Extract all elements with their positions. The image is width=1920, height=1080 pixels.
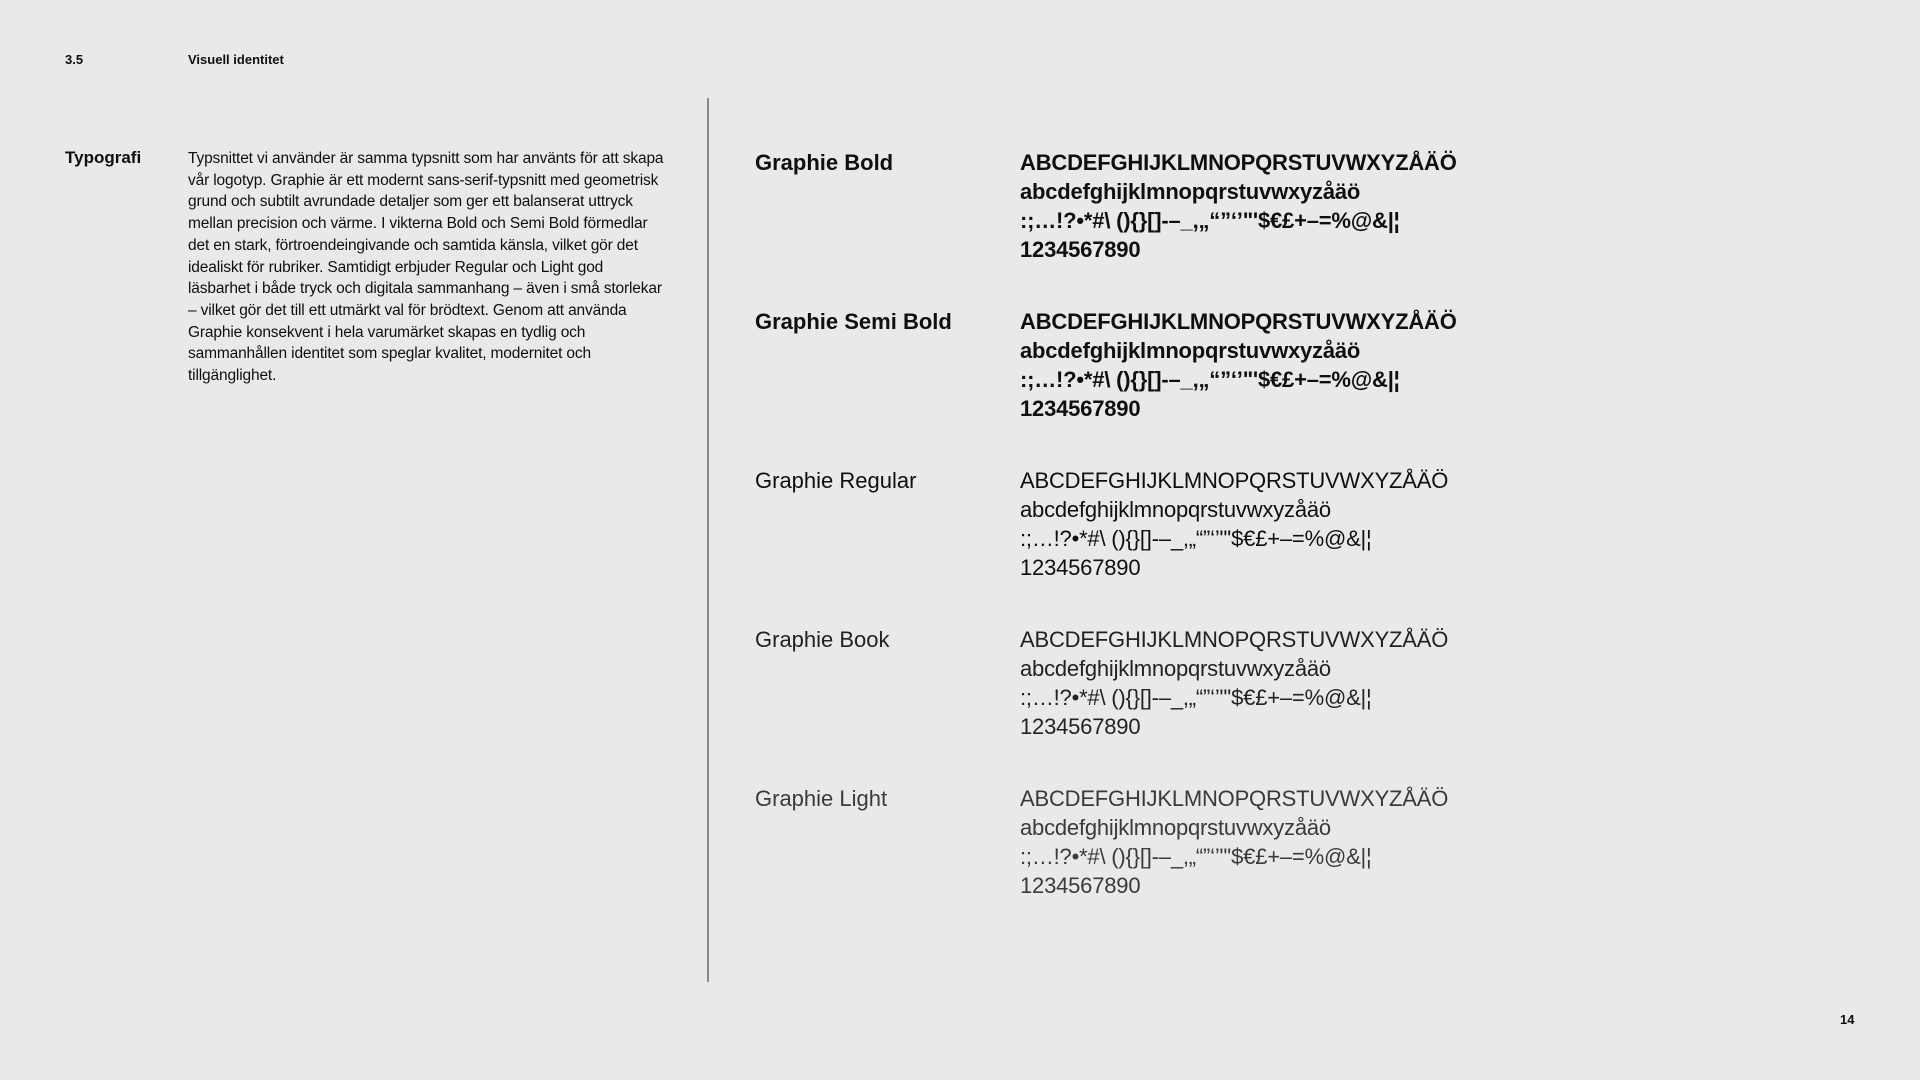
page-number: 14 [1840, 1012, 1855, 1027]
lowercase-sample: abcdefghijklmnopqrstuvwxyzåäö [1020, 656, 1331, 681]
weight-name: Graphie Light [755, 786, 888, 811]
character-sample [1020, 466, 1448, 582]
character-sample [1020, 148, 1457, 264]
weight-name: Graphie Regular [755, 468, 917, 493]
digits-sample: 1234567890 [1020, 714, 1141, 739]
uppercase-sample: ABCDEFGHIJKLMNOPQRSTUVWXYZÅÄÖ [1020, 627, 1449, 652]
weight-name: Graphie Semi Bold [755, 309, 952, 334]
weight-name: Graphie Bold [755, 150, 894, 175]
lowercase-sample: abcdefghijklmnopqrstuvwxyzåäö [1020, 179, 1361, 204]
section-name: Visuell identitet [188, 52, 284, 67]
typography-intro: Typsnittet vi använder är samma typsnitt som har använts för att skapa vår logotyp. Graphie är ett modernt sans-serif-typsnitt med geometrisk grund och subtilt avrundade detaljer som ger ett balanserat uttryck mellan precision och värme. I vikterna Bold och Semi Bold förmedlar det en stark, förtroendeingivande och samtida känsla, vilket gör det idealiskt för rubriker. Samtidigt erbjuder Regular och Light god läsbarhet i både tryck och digitala sammanhang – även i små storlekar – vilket gör det till ett utmärkt val för brödtext. Genom att använda Graphie konsekvent i hela varumärket skapas en tydlig och sammanhållen identitet som speglar kvalitet, modernitet och tillgänglighet. [188, 150, 664, 385]
uppercase-sample: ABCDEFGHIJKLMNOPQRSTUVWXYZÅÄÖ [1020, 786, 1449, 811]
lowercase-sample: abcdefghijklmnopqrstuvwxyzåäö [1020, 815, 1331, 840]
symbols-sample: :;…!?•*#\ (){}[]-–_,„“”‘’"'$€£+–=%@&|¦ [1020, 685, 1372, 710]
character-sample [1020, 625, 1448, 741]
vertical-divider [707, 98, 709, 982]
section-number: 3.5 [65, 52, 84, 67]
symbols-sample: :;…!?•*#\ (){}[]-–_,„“”‘’"'$€£+–=%@&|¦ [1020, 526, 1372, 551]
lowercase-sample: abcdefghijklmnopqrstuvwxyzåäö [1020, 338, 1361, 363]
character-sample [1020, 784, 1448, 900]
uppercase-sample: ABCDEFGHIJKLMNOPQRSTUVWXYZÅÄÖ [1020, 468, 1449, 493]
digits-sample: 1234567890 [1020, 873, 1141, 898]
digits-sample: 1234567890 [1020, 396, 1141, 421]
digits-sample: 1234567890 [1020, 555, 1141, 580]
symbols-sample: :;…!?•*#\ (){}[]-–_,„“”‘’"'$€£+–=%@&|¦ [1020, 367, 1400, 392]
uppercase-sample: ABCDEFGHIJKLMNOPQRSTUVWXYZÅÄÖ [1020, 150, 1457, 175]
weight-name: Graphie Book [755, 627, 890, 652]
typography-heading: Typografi [65, 148, 142, 167]
symbols-sample: :;…!?•*#\ (){}[]-–_,„“”‘’"'$€£+–=%@&|¦ [1020, 208, 1400, 233]
uppercase-sample: ABCDEFGHIJKLMNOPQRSTUVWXYZÅÄÖ [1020, 309, 1457, 334]
character-sample [1020, 307, 1457, 423]
lowercase-sample: abcdefghijklmnopqrstuvwxyzåäö [1020, 497, 1331, 522]
digits-sample: 1234567890 [1020, 237, 1141, 262]
symbols-sample: :;…!?•*#\ (){}[]-–_,„“”‘’"'$€£+–=%@&|¦ [1020, 844, 1372, 869]
